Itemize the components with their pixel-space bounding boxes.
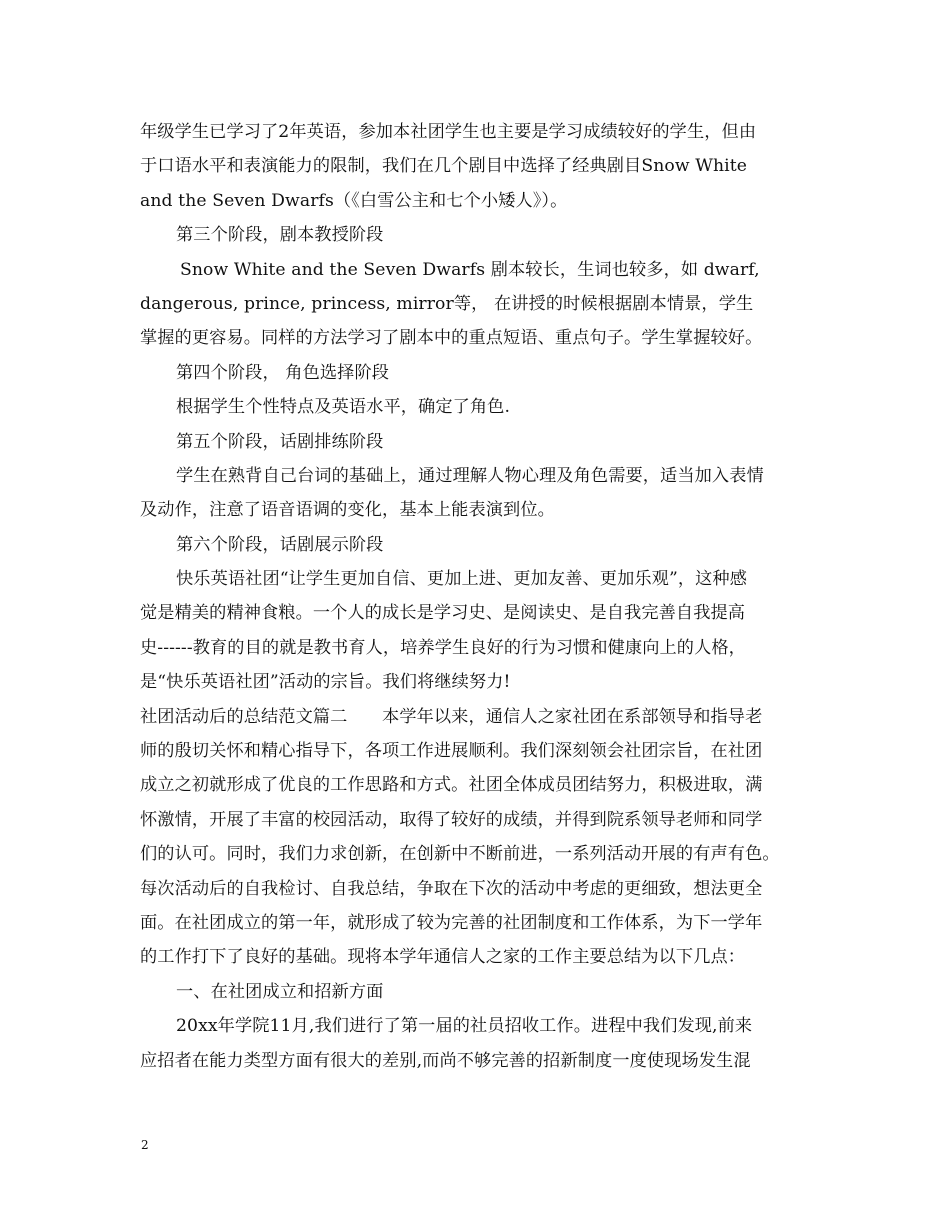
body-line: 怀激情，开展了丰富的校园活动，取得了较好的成绩，并得到院系领导老师和同学 [140,809,763,830]
body-line: 根据学生个性特点及英语水平，确定了角色. [176,397,511,418]
body-line: 应招者在能力类型方面有很大的差别,而尚不够完善的招新制度一度使现场发生混 [140,1050,751,1071]
body-line: 的工作打下了良好的基础。现将本学年通信人之家的工作主要总结为以下几点： [140,947,746,968]
page-number: 2 [141,1138,149,1152]
section-heading-stage-6: 第六个阶段，话剧展示阶段 [176,534,384,555]
body-line: 们的认可。同时，我们力求创新，在创新中不断前进，一系列活动开展的有声有色。 [140,844,780,865]
section-heading-stage-4: 第四个阶段， 角色选择阶段 [176,362,390,383]
body-line: 史------教育的目的就是教书育人，培养学生良好的行为习惯和健康向上的人格， [140,637,746,658]
body-line: Snow White and the Seven Dwarfs 剧本较长，生词也较多，如 dwarf, [180,259,760,280]
body-line: 20xx年学院11月,我们进行了第一届的社员招收工作。进程中我们发现,前来 [176,1016,753,1037]
body-line: 每次活动后的自我检讨、自我总结，争取在下次的活动中考虑的更细致，想法更全 [140,878,763,899]
section-heading-stage-3: 第三个阶段，剧本教授阶段 [176,225,384,246]
body-line: 学生在熟背自己台词的基础上，通过理解人物心理及角色需要，适当加入表情 [176,465,764,486]
section-heading-recruitment: 一、在社团成立和招新方面 [176,981,384,1002]
document-body [140,115,820,1078]
body-line: 掌握的更容易。同样的方法学习了剧本中的重点短语、重点句子。学生掌握较好。 [140,328,763,349]
body-line: dangerous, prince, princess, mirror等， 在讲授的时候根据剧本情景，学生 [140,293,754,314]
body-line: 及动作，注意了语音语调的变化，基本上能表演到位。 [140,500,555,521]
body-line: 快乐英语社团“让学生更加自信、更加上进、更加友善、更加乐观”，这种感 [176,569,747,590]
body-line: 觉是精美的精神食粮。一个人的成长是学习史、是阅读史、是自我完善自我提高 [140,603,746,624]
section-heading-stage-5: 第五个阶段，话剧排练阶段 [176,431,384,452]
article-title-line: 社团活动后的总结范文篇二 本学年以来，通信人之家社团在系部领导和指导老 [140,706,763,727]
body-line: 是“快乐英语社团”活动的宗旨。我们将继续努力! [140,672,511,693]
body-line: 面。在社团成立的第一年，就形成了较为完善的社团制度和工作体系，为下一学年 [140,912,763,933]
body-line: 于口语水平和表演能力的限制，我们在几个剧目中选择了经典剧目Snow White [140,156,748,177]
body-line: 师的殷切关怀和精心指导下，各项工作进展顺利。我们深刻领会社团宗旨，在社团 [140,741,763,762]
body-line: and the Seven Dwarfs（《白雪公主和七个小矮人》）。 [140,190,568,211]
body-line: 年级学生已学习了2年英语，参加本社团学生也主要是学习成绩较好的学生，但由 [140,122,757,142]
body-line: 成立之初就形成了优良的工作思路和方式。社团全体成员团结努力，积极进取，满 [140,775,763,796]
